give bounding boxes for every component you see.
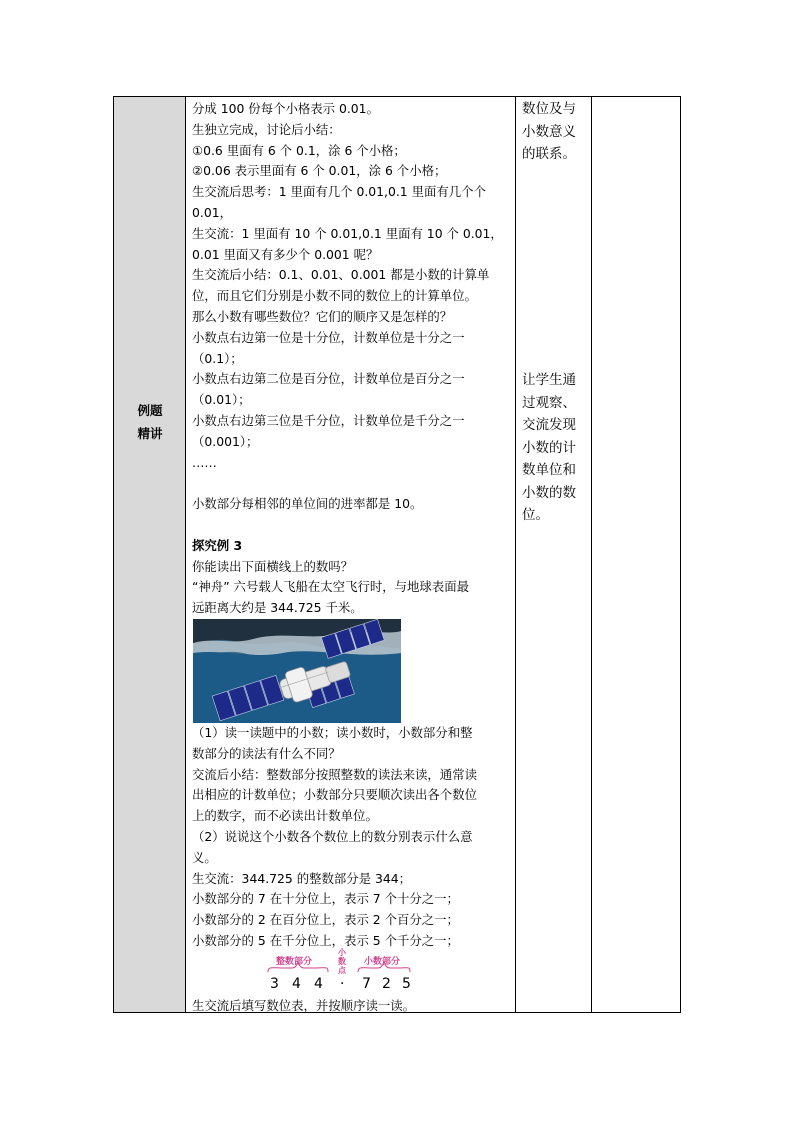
text-line: 交流后小结：整数部分按照整数的读法来读，通常读 bbox=[192, 766, 477, 782]
example-heading: 探究例 3 bbox=[192, 537, 243, 553]
note-line: 的联系。 bbox=[522, 146, 576, 162]
teaching-process-text bbox=[192, 99, 512, 1016]
text-line: 0.01， bbox=[192, 204, 232, 220]
note-line: 让学生通 bbox=[522, 372, 576, 388]
digit: 3 bbox=[270, 975, 279, 992]
extra-cell bbox=[592, 97, 680, 1012]
text-line: 生交流后思考：1 里面有几个 0.01,0.1 里面有几个个 bbox=[192, 184, 486, 200]
text-line: 义。 bbox=[192, 849, 217, 865]
text-line: 分成 100 份每个小格表示 0.01。 bbox=[192, 101, 379, 116]
row-label-cell bbox=[114, 97, 186, 1012]
design-intent-cell bbox=[516, 97, 592, 1012]
text-line: 出相应的计数单位；小数部分只要顺次读出各个数位 bbox=[192, 787, 477, 803]
row-label-line: 精讲 bbox=[137, 426, 163, 441]
text-line: 生独立完成，讨论后小结： bbox=[192, 121, 341, 137]
integer-part-label: 整数部分 bbox=[276, 956, 313, 967]
text-line: “神舟” 六号载人飞船在太空飞行时，与地球表面最 bbox=[192, 579, 469, 595]
note-line: 位。 bbox=[522, 507, 549, 523]
digit: 5 bbox=[402, 975, 411, 992]
lesson-table bbox=[113, 96, 681, 1013]
text-line: 远距离大约是 344.725 千米。 bbox=[192, 600, 363, 616]
digit: 2 bbox=[382, 975, 391, 992]
text-line: 0.01 里面又有多少个 0.001 呢？ bbox=[192, 246, 379, 262]
text-line: ①0.6 里面有 6 个 0.1，涂 6 个小格； bbox=[192, 142, 406, 158]
note-line: 数位及与 bbox=[522, 101, 576, 117]
text-line: 那么小数有哪些数位？它们的顺序又是怎样的？ bbox=[192, 308, 453, 324]
note-line: 数单位和 bbox=[522, 462, 576, 478]
row-label bbox=[114, 399, 186, 445]
text-line: 小数部分每相邻的单位间的进率都是 10。 bbox=[192, 496, 423, 512]
text-line: （0.01）； bbox=[192, 392, 251, 408]
decimal-point: · bbox=[340, 975, 345, 992]
text-line: （2）说说这个小数各个数位上的数分别表示什么意 bbox=[192, 828, 473, 844]
text-line: 小数部分的 2 在百分位上，表示 2 个百分之一； bbox=[192, 912, 459, 928]
text-line: 小数点右边第二位是百分位，计数单位是百分之一 bbox=[192, 371, 465, 387]
text-line: 小数部分的 7 在十分位上，表示 7 个十分之一； bbox=[192, 891, 459, 907]
text-line: 生交流：1 里面有 10 个 0.01,0.1 里面有 10 个 0.01， bbox=[192, 225, 503, 241]
text-line: 小数点右边第一位是十分位，计数单位是十分之一 bbox=[192, 329, 465, 345]
text-line: 小数部分的 5 在千分位上，表示 5 个千分之一； bbox=[192, 932, 459, 948]
text-line: 位，而且它们分别是小数不同的数位上的计算单位。 bbox=[192, 288, 477, 304]
text-line: （1）读一读题中的小数；读小数时，小数部分和整 bbox=[192, 724, 473, 740]
text-line: 你能读出下面横线上的数吗？ bbox=[192, 558, 354, 574]
spacecraft-photo bbox=[193, 619, 401, 723]
note-line: 小数意义 bbox=[522, 123, 576, 140]
text-line: 数部分的读法有什么不同？ bbox=[192, 745, 341, 761]
note-line: 过观察、 bbox=[522, 394, 576, 411]
decimal-point-label: 小数点 bbox=[338, 947, 346, 975]
text-line: （0.1）； bbox=[192, 350, 243, 366]
text-line: 生交流：344.725 的整数部分是 344； bbox=[192, 870, 412, 886]
teaching-process-cell bbox=[186, 97, 516, 1012]
text-line: …… bbox=[192, 454, 217, 470]
digit: 4 bbox=[292, 975, 301, 992]
text-line: 生交流后填写数位表，并按顺序读一读。 bbox=[192, 997, 416, 1013]
text-line: （0.001）； bbox=[192, 433, 259, 449]
digit: 7 bbox=[362, 975, 371, 992]
place-value-diagram bbox=[192, 947, 512, 996]
row-label-line: 例题 bbox=[137, 403, 163, 418]
note-line: 交流发现 bbox=[522, 417, 576, 433]
text-line: 生交流后小结：0.1、0.01、0.001 都是小数的计算单 bbox=[192, 267, 490, 283]
design-intent-note-b bbox=[522, 369, 590, 527]
decimal-part-label: 小数部分 bbox=[364, 956, 401, 967]
text-line: 上的数字，而不必读出计数单位。 bbox=[192, 808, 378, 824]
note-line: 小数的计 bbox=[522, 439, 576, 456]
text-line: 小数点右边第三位是千分位，计数单位是千分之一 bbox=[192, 412, 465, 428]
note-line: 小数的数 bbox=[522, 484, 576, 501]
text-line: ②0.06 表示里面有 6 个 0.01，涂 6 个小格； bbox=[192, 163, 447, 179]
design-intent-note-a bbox=[522, 98, 590, 166]
digit: 4 bbox=[314, 975, 323, 992]
